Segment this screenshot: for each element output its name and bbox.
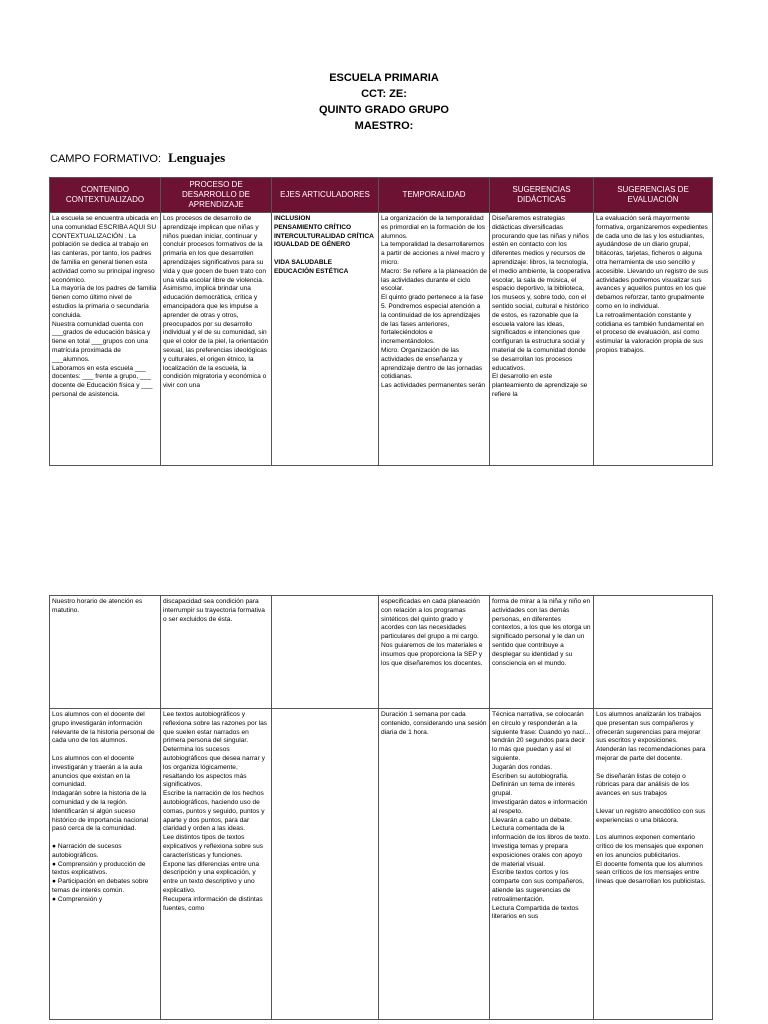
planning-table-top (49, 177, 713, 466)
cell-sugerencias-didacticas (490, 709, 594, 1020)
table-row (50, 213, 713, 466)
cell-text (596, 598, 710, 706)
cell-text: La escuela se encuentra ubicada en una comunidad ESCRIBA AQUI SU CONTEXTUALIZACIÓN . La población se dedica al trabajo en las canteras, por tanto, los padres de familia en general tienen esta actividad como su principal ingreso económico. La mayoría de los padres de familia tienen como último nivel de estudios la primaria o secundaria concluida. Nuestra comunidad cuenta con ___grados de educación básica y tiene en total ___grupos con una matrícula proximada de ___alumnos. Laboramos en esta escuela ___ docentes: ___ frente a grupo, ___ docente de Educación física y ___ personal de asistencia. (52, 215, 158, 398)
cell-text: Técnica narrativa, se colocarán en círculo y responderán a la siguiente frase: Cuando yo nací... tendrán 20 segundos para decir lo más que puedan y así el siguiente. Jugarán dos rondas. Escriben su autobiografía. Definirán un tema de interés grupal. Investigarán datos e información al respeto. Llevarán a cabo un debate. Lectura comentada de la información de los libros de texto. Investiga temas y prepara exposiciones orales con apoyo de material visual. Escribe textos cortos y los comparte con sus compañeros, atiende las sugerencias de retroalimentación. Lectura Compartida de textos literarios en sus (492, 711, 591, 921)
cell-proceso (161, 213, 272, 466)
campo-label: CAMPO FORMATIVO: (50, 153, 162, 165)
cell-text (274, 711, 376, 1017)
campo-value: Lenguajes (168, 150, 226, 165)
cell-text: INCLUSIÓN PENSAMIENTO CRÍTICO INTERCULTURALIDAD CRÍTICA IGUALDAD DE GÉNERO VIDA SALUDABLE EDUCACIÓN ESTÉTICA (274, 215, 374, 275)
cell-temporalidad (379, 709, 490, 1020)
cell-proceso (161, 596, 272, 709)
cell-ejes (272, 596, 379, 709)
teacher-line: MAESTRO: (354, 120, 414, 132)
cell-temporalidad (379, 596, 490, 709)
table-row (50, 709, 713, 1020)
cell-sugerencias-evaluacion (594, 596, 713, 709)
cell-text: Los alumnos con el docente del grupo investigarán información relevante de la historia personal de cada uno de los alumnos. Los alumnos con el docente investigarán y traerán a la aula anuncios que existan en la comunidad. Indagarán sobre la historia de la comunidad y de la región. Identificarán si algún suceso histórico de importancia nacional pasó cerca de la comunidad. ● Narración de sucesos autobiográficos. ● Comprensión y producción de textos explicativos. ● Participación en debates sobre temas de interés común. ● Comprensión y (52, 711, 155, 903)
cell-sugerencias-didacticas (490, 213, 594, 466)
cell-ejes (272, 213, 379, 466)
cell-contenido (50, 213, 161, 466)
cell-sugerencias-didacticas (490, 596, 594, 709)
cell-text: especificadas en cada planeación con relación a los programas sintéticos del quinto grado y acordes con las necesidades particulares del grupo a mi cargo. Nos guiaremos de los materiales e insumos que proporciona la SEP y los que diseñaremos los docentes. (381, 598, 483, 667)
cell-contenido (50, 596, 161, 709)
grade-line: QUINTO GRADO GRUPO (319, 104, 449, 116)
school-name: ESCUELA PRIMARIA (329, 72, 439, 84)
cell-text (274, 598, 376, 706)
header-sugerencias-didacticas: SUGERENCIAS DIDÁCTICAS (490, 178, 594, 213)
header-sugerencias-evaluacion: SUGERENCIAS DE EVALUACIÓN (594, 178, 713, 213)
document-header (0, 70, 768, 134)
cell-text: Diseñaremos estrategias didácticas diversificadas procurando que las niñas y niños estén en contacto con los diferentes medios y recursos de aprendizaje: libros, la tecnología, el medio ambiente, la cooperativa escolar, la sala de música, el espacio deportivo, la biblioteca, los museos y, sobre todo, con el sentido social, cultural e histórico de estos, es razonable que la escuela valore las ideas, significados e intenciones que configuran la estructura social y material de la comunidad donde se desarrollan los procesos educativos. El desarrollo en este planteamiento de aprendizaje se refiere la (492, 215, 591, 398)
cell-text: forma de mirar a la niña y niño en actividades con las demás personas, en diferentes contextos, a los que les otorga un significado personal y le dan un sentido que contribuye a desplegar su identidad y su consciencia en el mundo. (492, 598, 591, 667)
cell-text: La organización de la temporalidad es primordial en la formación de los alumnos. La temporalidad la desarrollaremos a partir de acciones a nivel macro y micro. Macro: Se refiere a la planeación de las actividades durante el ciclo escolar. El quinto grado pertenece a la fase 5. Pondremos especial atención a la continuidad de los aprendizajes de las fases anteriores, fortaleciéndolos e incrementándolos. Micro. Organización de las actividades de enseñanza y aprendizaje dentro de las jornadas cotidianas. Las actividades permanentes serán (381, 215, 487, 390)
header-temporalidad: TEMPORALIDAD (379, 178, 490, 213)
cell-text: Los alumnos analizarán los trabajos que presentan sus compañeros y ofrecerán sugerencias para mejorar sus escritos y exposiciones. Atenderán las recomendaciones para mejorar de parte del docente. Se diseñarán listas de cotejo o rúbricas para dar análisis de los avances en sus trabajos Llevar un registro anecdótico con sus experiencias o una bitácora. Los alumnos exponen comentario crítico de los mensajes que exponen en los anuncios publicitarios. El docente fomenta que los alumnos sean críticos de los mensajes entre líneas que desarrollan los publicistas. (596, 711, 706, 886)
cell-text: discapacidad sea condición para interrumpir su trayectoria formativa o ser excluidos de ésta. (163, 598, 265, 623)
header-proceso: PROCESO DE DESARROLLO DE APRENDIZAJE (161, 178, 272, 213)
cell-text: Nuestro horario de atención es matutino. (52, 598, 143, 614)
campo-formativo (50, 150, 225, 166)
planning-table-continued (49, 595, 713, 1020)
cell-text: Lee textos autobiográficos y reflexiona sobre las razones por las que suelen estar narrados en primera persona del singular. Determina los sucesos autobiográficos que desea narrar y los organiza lógicamente, resaltando los aspectos más significativos. Escribe la narración de los hechos autobiográficos, haciendo uso de comas, puntos y seguido, puntos y aparte y dos puntos, para dar claridad y orden a las ideas. Lee distintos tipos de textos explicativos y reflexiona sobre sus características y funciones. Expone las diferencias entre una descripción y una explicación, y entre un texto descriptivo y uno explicativo. Recupera información de distintas fuentes, como (163, 711, 268, 912)
cct-line: CCT: ZE: (361, 88, 407, 100)
header-contenido: CONTENIDO CONTEXTUALIZADO (50, 178, 161, 213)
cell-text: Los procesos de desarrollo de aprendizaje implican que niñas y niños puedan iniciar, continuar y concluir procesos formativos de la primaria en los que desarrollen aprendizajes significativos para su vida y que gocen de buen trato con una vida escolar libre de violencia. Asimismo, implica brindar una educación democrática, crítica y emancipadora que les impulse a aprender de otras y otros, preocupados por su desarrollo individual y el de su comunidad, sin que el color de la piel, la orientación sexual, las preferencias ideológicas y culturales, el origen étnico, la localización de la escuela, la condición migratoria y económica o vivir con una (163, 215, 269, 390)
cell-temporalidad (379, 213, 490, 466)
cell-contenido (50, 709, 161, 1020)
cell-sugerencias-evaluacion (594, 709, 713, 1020)
table-header-row (50, 178, 713, 213)
table-row (50, 596, 713, 709)
cell-text: La evaluación será mayormente formativa, organizaremos expedientes de cada uno de las y los estudiantes, ayudándose de un diario grupal, bitácoras, tarjetas, ficheros o alguna otra herramienta de uso sencillo y accesible. Llevando un registro de sus actividades podremos visualizar sus avances y aquellos puntos en los que debamos reforzar, tanto grupalmente como en lo individual. La retroalimentación constante y cotidiana es también fundamental en el proceso de evaluación, así como estimular la valoración propia de sus propios trabajos. (596, 215, 709, 354)
cell-proceso (161, 709, 272, 1020)
header-ejes: EJES ARTICULADORES (272, 178, 379, 213)
cell-sugerencias-evaluacion (594, 213, 713, 466)
cell-text: Duración 1 semana por cada contenido, considerando una sesión diaria de 1 hora. (381, 711, 487, 736)
cell-ejes (272, 709, 379, 1020)
